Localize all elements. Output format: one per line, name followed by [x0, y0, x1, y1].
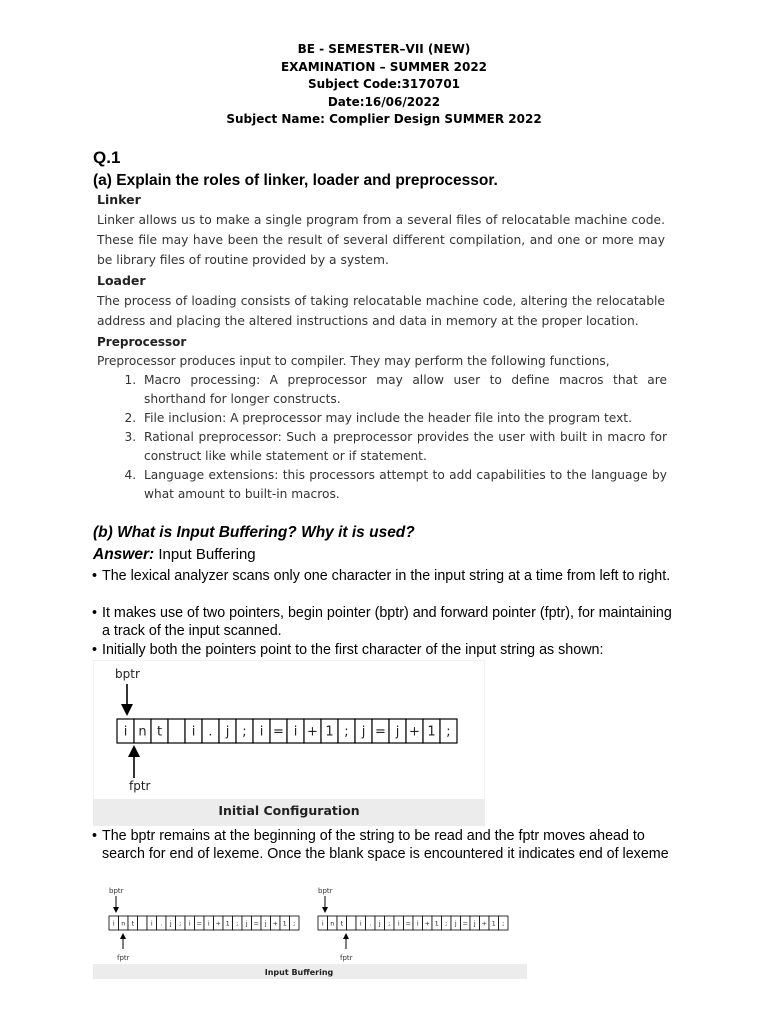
buffer-cell-char: i: [416, 919, 419, 928]
header-subject-code: Subject Code:3170701: [307, 77, 461, 92]
input-buffer-cells: [318, 916, 508, 930]
buffer-cell-char: j: [361, 724, 366, 740]
buffer-cell-char: j: [378, 919, 381, 928]
header-date: Date:16/06/2022: [327, 94, 441, 109]
buffer-cell-char: +: [272, 919, 278, 928]
buffer-cell-char: ;: [242, 724, 247, 740]
buffer-cell-char: 1: [282, 919, 287, 928]
buffer-cell-char: 1: [325, 724, 334, 740]
buffer-cell-char: j: [473, 919, 476, 928]
buffer-cell-char: j: [264, 919, 267, 928]
buffer-cell-char: n: [330, 919, 335, 928]
bptr-label: bptr: [109, 887, 124, 895]
buffer-cell-char: i: [359, 919, 362, 928]
buffer-cell-char: j: [395, 724, 400, 740]
answer-label: Answer:: [93, 546, 155, 563]
buffer-cell-char: i: [150, 919, 153, 928]
buffer-cell-char: =: [405, 919, 411, 928]
buffer-cell-char: .: [369, 919, 372, 928]
buffer-cell-char: j: [225, 724, 230, 740]
list-item: 1. Macro processing: A preprocessor may allow user to define macros that are shorthand for longer constructs.: [140, 371, 667, 409]
buffer-cell-char: t: [131, 919, 135, 928]
buffer-cell-char: ;: [446, 724, 451, 740]
buffer-cell-char: =: [462, 919, 468, 928]
buffer-cell-char: +: [307, 724, 318, 740]
preprocessor-function-list: [97, 371, 667, 504]
buffer-cell-char: 1: [427, 724, 436, 740]
bullet-item: [92, 567, 682, 585]
buffer-cell-char: t: [340, 919, 344, 928]
answer-title: Input Buffering: [158, 546, 256, 563]
buffer-cell-char: =: [196, 919, 202, 928]
linker-heading: Linker: [97, 192, 141, 207]
header-examination: EXAMINATION – SUMMER 2022: [280, 59, 488, 74]
buffer-cell-char: i: [123, 724, 128, 740]
bullet-text: The lexical analyzer scans only one character in the input string at a time from left to right.: [102, 568, 671, 584]
initial-configuration-figure: [93, 660, 485, 826]
loader-paragraph: The process of loading consists of taking relocatable machine code, altering the relocatable address and placing the altered instructions and data in memory at the proper location.: [97, 294, 665, 328]
buffer-cell-char: ;: [293, 919, 296, 928]
fptr-label: fptr: [340, 954, 353, 962]
buffer-cell-char: i: [259, 724, 264, 740]
bullet-text: Initially both the pointers point to the first character of the input string as shown:: [102, 642, 604, 658]
buffer-cell-char: i: [112, 919, 115, 928]
buffer-cell-char: +: [215, 919, 221, 928]
bullet-text: It makes use of two pointers, begin pointer (bptr) and forward pointer (fptr), for maintaining a track of the input scanned.: [102, 605, 672, 639]
header-semester: BE - SEMESTER–VII (NEW): [297, 42, 471, 56]
buffer-cell-char: i: [397, 919, 400, 928]
buffer-cell-char: i: [293, 724, 298, 740]
bullet-item: [92, 604, 682, 640]
fptr-label: fptr: [117, 954, 130, 962]
question-number: Q.1: [93, 148, 121, 167]
header-subject-name: Subject Name: Complier Design SUMMER 2022: [226, 112, 542, 127]
preprocessor-intro: Preprocessor produces input to compiler. They may perform the following functions,: [97, 354, 610, 368]
buffer-cell-char: ;: [179, 919, 182, 928]
bullet-dot: •: [92, 642, 98, 658]
input-buffer-cells: [109, 916, 299, 930]
buffer-cell-char: j: [454, 919, 457, 928]
buffer-cell-char: n: [138, 724, 147, 740]
buffer-cell-char: j: [245, 919, 248, 928]
bullet-dot: •: [92, 605, 98, 621]
loader-heading: Loader: [97, 273, 146, 288]
bptr-label: bptr: [318, 887, 333, 895]
buffer-cell-char: ;: [502, 919, 505, 928]
bullet-text: The bptr remains at the beginning of the string to be read and the fptr moves ahead to search for end of lexeme. Once the blank space is encountered it indicates end of lexeme: [102, 828, 669, 862]
buffer-cell-char: =: [253, 919, 259, 928]
buffer-cell-char: +: [409, 724, 420, 740]
buffer-cell-char: ;: [388, 919, 391, 928]
buffer-cell-char: j: [169, 919, 172, 928]
buffer-cell-char: i: [191, 724, 196, 740]
buffer-cell-char: ;: [236, 919, 239, 928]
buffer-cell-char: .: [160, 919, 163, 928]
buffer-cell-char: t: [156, 724, 163, 740]
input-buffering-figure: [93, 881, 527, 979]
buffer-cell-char: 1: [434, 919, 439, 928]
buffer-cell-char: 1: [491, 919, 496, 928]
linker-paragraph: Linker allows us to make a single program from a several files of relocatable machine code. These file may have been the result of several different compilation, and one or more may be library files of routine provided by a system.: [97, 213, 665, 267]
bullet-item: [92, 827, 682, 863]
bullet-item: [92, 641, 682, 659]
buffer-cell-char: .: [208, 724, 213, 740]
buffer-cell-char: n: [121, 919, 126, 928]
figure-caption: Initial Configuration: [218, 803, 360, 818]
buffer-cell-char: i: [188, 919, 191, 928]
preprocessor-section: [97, 352, 667, 504]
bptr-label: bptr: [115, 667, 140, 681]
bullet-dot: •: [92, 568, 98, 584]
buffer-cell-char: 1: [225, 919, 230, 928]
buffer-cell-char: i: [321, 919, 324, 928]
buffer-cell-char: +: [424, 919, 430, 928]
buffer-cell: [347, 916, 357, 930]
list-item: 3. Rational preprocessor: Such a preprocessor provides the user with built in macro for construct like while statement or if statement.: [140, 428, 667, 466]
answer-line: [93, 546, 256, 564]
buffer-cell-char: i: [207, 919, 210, 928]
question-part-a: (a) Explain the roles of linker, loader and preprocessor.: [93, 172, 498, 189]
buffer-cell-char: =: [375, 724, 386, 740]
buffer-cell-char: =: [273, 724, 284, 740]
exam-header: [0, 41, 768, 129]
buffer-cell-char: ;: [445, 919, 448, 928]
list-item: 4. Language extensions: this processors attempt to add capabilities to the language by what amount to built-in macros.: [140, 466, 667, 504]
fptr-label: fptr: [129, 779, 151, 793]
buffer-cell: [138, 916, 148, 930]
list-item: 2. File inclusion: A preprocessor may include the header file into the program text.: [140, 409, 667, 428]
bullet-dot: •: [92, 828, 98, 844]
buffer-cell-char: +: [481, 919, 487, 928]
question-part-b: (b) What is Input Buffering? Why it is used?: [93, 524, 415, 541]
buffer-cell-char: ;: [344, 724, 349, 740]
figure-caption: Input Buffering: [264, 968, 334, 977]
input-buffer-cells: [117, 719, 457, 743]
preprocessor-heading: Preprocessor: [97, 335, 187, 349]
buffer-cell: [168, 719, 185, 743]
